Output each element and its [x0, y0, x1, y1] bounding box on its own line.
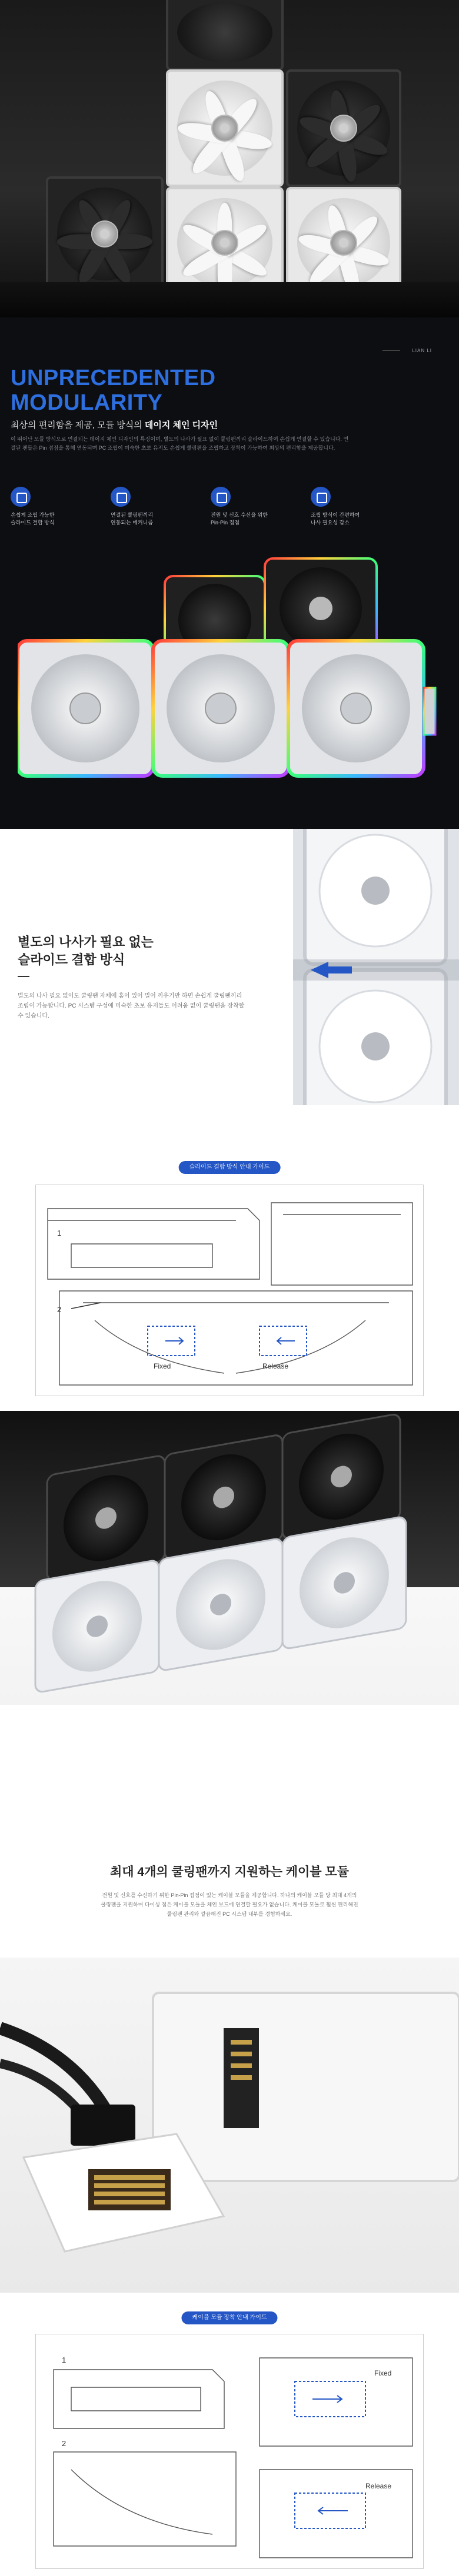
- chain-icon: [111, 487, 131, 507]
- slide-guide-pill: 슬라이드 결합 방식 안내 가이드: [179, 1161, 281, 1174]
- feature-item: [111, 487, 211, 534]
- intro-section: [0, 317, 459, 482]
- rgb-fan-chain-image: [18, 553, 447, 811]
- features-rgb-section: [0, 482, 459, 829]
- slide-mount-body: 별도의 나사 필요 없이도 쿨링팬 자체에 홈이 있어 밀어 끼우기만 하면 손쉽게 쿨링팬끼리 조립이 가능합니다. PC 시스템 구성에 미숙한 초보 유저들도 어려움 없이 쿨링팬을 장착할 수 있습니다.: [18, 993, 245, 1019]
- fixed-label: Fixed: [154, 1362, 171, 1370]
- fan-black-right: [286, 69, 401, 187]
- feature-item: [211, 487, 311, 534]
- feature-list: [11, 487, 446, 534]
- slide-mount-illustration: [293, 829, 459, 1105]
- step-1-label: 1: [57, 1229, 62, 1237]
- slide-mount-title: 별도의 나사가 필요 없는 슬라이드 결합 방식: [18, 935, 154, 967]
- intro-subtitle-bold: 데이지 체인 디자인: [144, 420, 218, 430]
- feature-label: 전원 및 신호 수신을 위한 Pin-Pin 접점: [211, 512, 268, 526]
- release-label: Release: [262, 1362, 289, 1370]
- cable-guide-pill: 케이블 모듈 장착 안내 가이드: [181, 2311, 277, 2324]
- intro-title: UNPRECEDENTED MODULARITY: [11, 366, 216, 415]
- step-1-label: 1: [62, 2356, 66, 2364]
- cable-module-title: 최대 4개의 쿨링팬까지 지원하는 케이블 모듈: [110, 1865, 349, 1879]
- feature-label: 조립 방식이 간편하여 나사 필요성 감소: [311, 512, 360, 526]
- cable-module-illustration: [0, 1958, 459, 2293]
- fan-white-middle: [166, 69, 284, 187]
- step-2-label: 2: [57, 1305, 62, 1314]
- slide-guide-illustration: [36, 1185, 423, 1396]
- slide-mount-section: [0, 829, 459, 1105]
- cable-guide-section: [0, 2293, 459, 2576]
- slide-mount-photo: [293, 829, 459, 1105]
- intro-subtitle-plain: 최상의 편리함을 제공, 모듈 방식의: [11, 420, 145, 430]
- hero-fan-stack: [0, 0, 459, 317]
- feature-item: [11, 487, 111, 534]
- brand-divider: [382, 350, 400, 351]
- fan-trio-section: [0, 1411, 459, 1705]
- step-2-label: 2: [62, 2439, 66, 2448]
- rgb-fan-chain-illustration: [18, 553, 447, 811]
- pin-icon: [211, 487, 231, 507]
- slide-guide-section: [0, 1105, 459, 1411]
- intro-body: 이 뛰어난 모듈 방식으로 연결되는 데이지 체인 디자인의 특징이며, 별도의 나사가 필요 없이 쿨링팬끼리 슬라이드하여 손쉽게 연결할 수 있습니다. 연결된 팬들은 Pin 접점을 통해 연동되며 PC 조립이 미숙한 초보 유저도 손쉽게 쿨링팬을 조립하고 장착이 가능하여 최상의 편리함을 제공합니다.: [11, 436, 349, 451]
- cable-icon: [311, 487, 331, 507]
- feature-label: 연결된 쿨링팬끼리 연동되는 메커니즘: [111, 512, 154, 526]
- title-underline: [18, 976, 29, 977]
- cable-module-body: 전원 및 신호를 수신하기 위한 Pin-Pin 접점이 있는 케이블 모듈을 제공합니다. 하나의 케이블 모듈 당 최대 4개의 쿨링팬을 지원하며 다이싱 접은 케이블 모듈을 체인 보드에 연결할 필요가 없습니다. 케이블 모듈로 훨씬 편리해진 쿨링팬 관리와 깔끔해진 PC 시스템 내부를 경험하세요.: [101, 1892, 358, 1917]
- cable-module-photo: [0, 1958, 459, 2293]
- floor-reflection: [0, 282, 459, 317]
- fan-trio-illustration: [0, 1411, 459, 1705]
- fan-black-top: [166, 0, 284, 71]
- intro-subtitle: [11, 419, 218, 431]
- slide-guide-diagram: [35, 1185, 424, 1396]
- release-label: Release: [365, 2482, 392, 2490]
- brand-tag: LIAN LI: [412, 348, 432, 353]
- feature-label: 손쉽게 조립 가능한 슬라이드 결합 방식: [11, 512, 55, 526]
- cable-guide-diagram: [35, 2334, 424, 2569]
- cable-module-section: [0, 1705, 459, 2293]
- cable-guide-illustration: [36, 2334, 423, 2568]
- fan-black-left: [46, 176, 164, 292]
- fixed-label: Fixed: [374, 2369, 392, 2377]
- link-icon: [11, 487, 31, 507]
- feature-item: [311, 487, 411, 534]
